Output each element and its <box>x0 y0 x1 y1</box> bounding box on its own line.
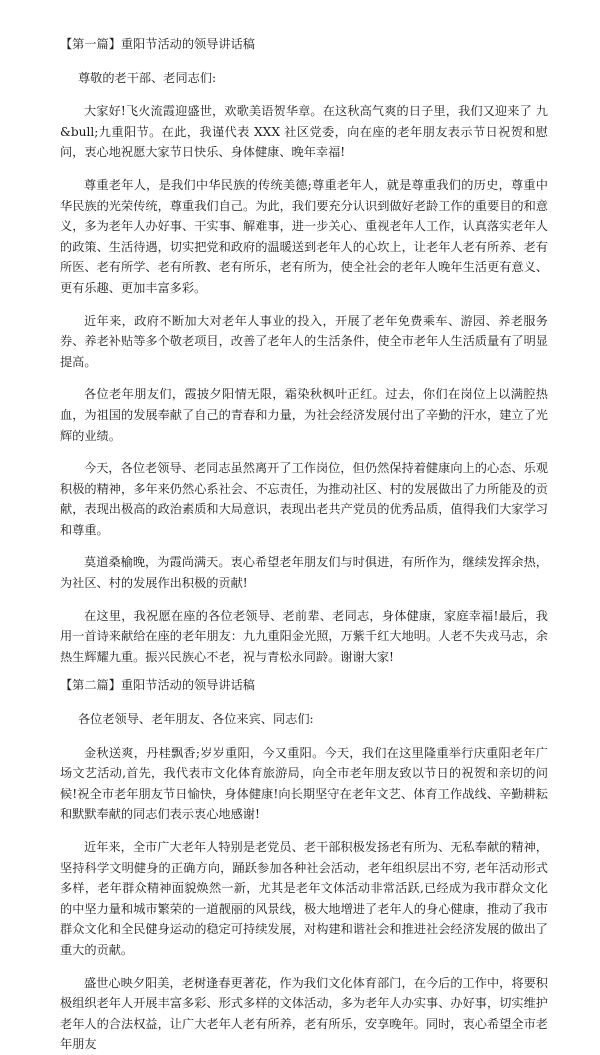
section-title: 【第一篇】重阳节活动的领导讲话稿 <box>60 37 255 51</box>
paragraph: 尊重老年人，是我们中华民族的传统美德;尊重老年人，就是尊重我们的历史，尊重中华民族的光荣传统，尊重我们自己。为此，我们要充分认识到做好老龄工作的重要目的和意义，多为老年人办好事、干实事、解难事，进一步关心、重视老年人工作，认真落实老年人的政策、生活待遇，切实把党和政府的温暖送到老年人的心坎上，让老年人老有所养、老有所医、老有所学、老有所教、老有所乐，老有所为，使全社会的老年人晚年生活更有意义、更有乐趣、更加丰富多彩。 <box>60 177 548 295</box>
paragraph: 近年来，全市广大老年人特别是老党员、老干部积极发扬老有所为、无私奉献的精神，坚持科学文明健身的正确方向，踊跃参加各种社会活动，老年组织层出不穷, 老年活动形式多样，老年群众精神面貌焕然一新，尤其是老年文体活动非常活跃,已经成为我市群众文化的中坚力量和城市繁荣的一道靓丽的风景线，极大地增进了老年人的身心健康，推动了我市群众文化和全民健身运动的稳定可持续发展，对构建和谐社会和推进社会经济发展的做出了重大的贡献。 <box>60 840 548 957</box>
section-title: 【第二篇】重阳节活动的领导讲话稿 <box>60 678 255 693</box>
salutation: 各位老领导、老年朋友、各位来宾、同志们: <box>78 712 314 727</box>
section-2 <box>60 675 548 1055</box>
paragraph: 在这里，我祝愿在座的各位老领导、老前辈、老同志，身体健康，家庭幸福!最后，我用一首诗来献给在座的老年朋友：九九重阳金光照，万紫千红大地明。人老不失戎马志，余热生辉耀九重。振兴民族心不老，祝与青松永同龄。谢谢大家! <box>60 608 548 664</box>
section-1 <box>60 34 548 667</box>
paragraph: 金秋送爽，丹桂飘香;岁岁重阳，今又重阳。今天，我们在这里隆重举行庆重阳老年广场文艺活动,首先，我代表市文化体育旅游局，向全市老年朋友致以节日的祝贺和亲切的问候!祝全市老年朋友节日愉快，身体健康!向长期坚守在老年文艺、体育工作战线、辛勤耕耘和默默奉献的同志们表示衷心地感谢! <box>60 745 548 822</box>
paragraph: 莫道桑榆晚，为霞尚满天。衷心希望老年朋友们与时俱进，有所作为，继续发挥余热，为社区、村的发展作出积极的贡献! <box>60 555 548 591</box>
paragraph: 盛世心映夕阳美，老树逢春更著花，作为我们文化体育部门，在今后的工作中，将要积极组织老年人开展丰富多彩、形式多样的文体活动，多为老年人办实事、办好事，切实维护老年人的合法权益，让广大老年人老有所养，老有所乐，安享晚年。同时，衷心希望全市老年朋友 <box>60 975 548 1052</box>
paragraph: 今天，各位老领导、老同志虽然离开了工作岗位，但仍然保持着健康向上的心态、乐观积极的精神，多年来仍然心系社会、不忘责任，为推动社区、村的发展做出了力所能及的贡献，表现出极高的政治素质和大局意识，表现出老共产党员的优秀品质，值得我们大家学习和尊重。 <box>60 461 548 537</box>
salutation: 尊敬的老干部、老同志们: <box>78 70 217 85</box>
paragraph: 各位老年朋友们，霞披夕阳情无限，霜染秋枫叶正红。过去，你们在岗位上以满腔热血，为祖国的发展奉献了自己的青春和力量，为社会经济发展付出了辛勤的汗水，建立了光辉的业绩。 <box>60 387 548 443</box>
paragraph: 近年来，政府不断加大对老年人事业的投入，开展了老年免费乘车、游园、养老服务券、养老补贴等多个敬老项目，改善了老年人的生活条件，使全市老年人生活质量有了明显提高。 <box>60 313 548 369</box>
paragraph: 大家好!飞火流霞迎盛世，欢歌美语贺华章。在这秋高气爽的日子里，我们又迎来了 九&bull;九重阳节。在此，我谨代表 XXX 社区党委，向在座的老年朋友表示节日祝贺和慰问，衷心地祝愿大家节日快乐、身体健康、晚年幸福! <box>60 104 548 160</box>
